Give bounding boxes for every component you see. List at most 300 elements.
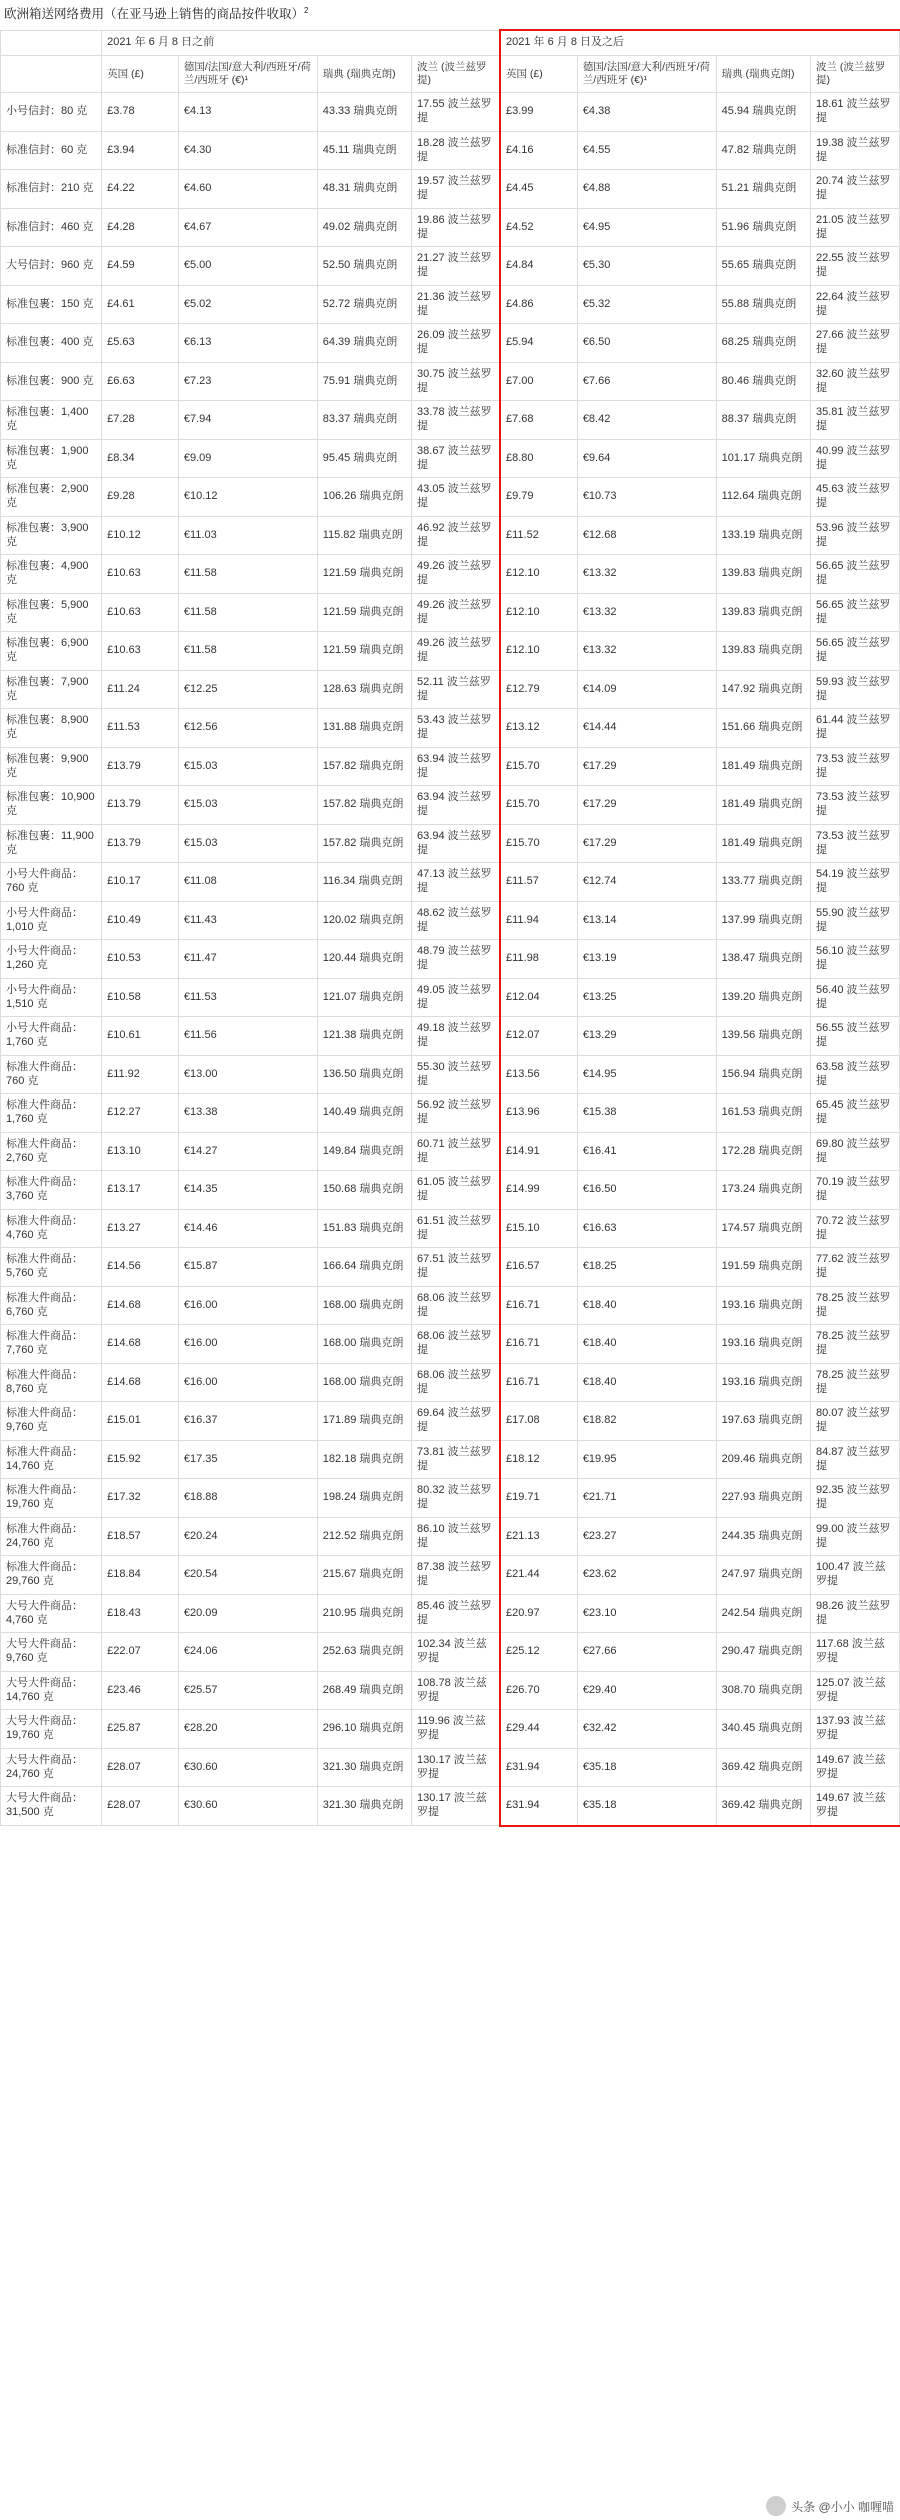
cell-before-eur: €11.58 (178, 555, 317, 594)
cell-after-eur: €13.14 (577, 901, 716, 940)
cell-before-sek: 166.64 瑞典克朗 (317, 1248, 411, 1287)
row-label: 小号大件商品：1,010 克 (1, 901, 102, 940)
cell-after-sek: 55.88 瑞典克朗 (716, 285, 810, 324)
cell-before-sek: 136.50 瑞典克朗 (317, 1055, 411, 1094)
cell-after-eur: €4.38 (577, 93, 716, 132)
cell-before-eur: €4.30 (178, 131, 317, 170)
cell-after-sek: 139.83 瑞典克朗 (716, 593, 810, 632)
cell-after-uk: £12.04 (501, 978, 578, 1017)
cell-before-eur: €6.13 (178, 324, 317, 363)
cell-after-sek: 181.49 瑞典克朗 (716, 786, 810, 825)
cell-before-pln: 119.96 波兰兹罗提 (412, 1710, 501, 1749)
cell-after-pln: 56.65 波兰兹罗提 (810, 632, 899, 671)
cell-after-uk: £16.71 (501, 1325, 578, 1364)
cell-after-eur: €16.50 (577, 1171, 716, 1210)
cell-after-uk: £20.97 (501, 1594, 578, 1633)
cell-after-pln: 56.65 波兰兹罗提 (810, 593, 899, 632)
cell-before-pln: 53.43 波兰兹罗提 (412, 709, 501, 748)
cell-after-uk: £21.44 (501, 1556, 578, 1595)
cell-before-eur: €16.37 (178, 1402, 317, 1441)
cell-after-eur: €5.32 (577, 285, 716, 324)
cell-before-pln: 30.75 波兰兹罗提 (412, 362, 501, 401)
table-row (1, 593, 900, 632)
cell-before-sek: 140.49 瑞典克朗 (317, 1094, 411, 1133)
cell-before-uk: £14.68 (102, 1363, 179, 1402)
cell-before-sek: 120.44 瑞典克朗 (317, 940, 411, 979)
cell-after-eur: €16.41 (577, 1132, 716, 1171)
row-label: 大号大件商品：24,760 克 (1, 1748, 102, 1787)
cell-before-uk: £14.68 (102, 1286, 179, 1325)
row-label: 大号大件商品：9,760 克 (1, 1633, 102, 1672)
cell-before-sek: 296.10 瑞典克朗 (317, 1710, 411, 1749)
cell-before-uk: £17.32 (102, 1479, 179, 1518)
row-label: 标准包裹：3,900 克 (1, 516, 102, 555)
cell-before-pln: 49.18 波兰兹罗提 (412, 1017, 501, 1056)
cell-after-pln: 78.25 波兰兹罗提 (810, 1325, 899, 1364)
cell-before-uk: £11.92 (102, 1055, 179, 1094)
cell-before-sek: 121.07 瑞典克朗 (317, 978, 411, 1017)
cell-before-eur: €14.46 (178, 1209, 317, 1248)
cell-before-sek: 121.38 瑞典克朗 (317, 1017, 411, 1056)
row-label: 大号信封：960 克 (1, 247, 102, 286)
cell-after-pln: 100.47 波兰兹罗提 (810, 1556, 899, 1595)
table-row (1, 1748, 900, 1787)
watermark-text: 头条 @小小 咖喱喵 (791, 2499, 894, 2514)
cell-before-uk: £28.07 (102, 1748, 179, 1787)
cell-before-pln: 68.06 波兰兹罗提 (412, 1363, 501, 1402)
cell-before-pln: 108.78 波兰兹罗提 (412, 1671, 501, 1710)
cell-after-pln: 69.80 波兰兹罗提 (810, 1132, 899, 1171)
table-row (1, 1171, 900, 1210)
table-row (1, 940, 900, 979)
cell-after-uk: £13.96 (501, 1094, 578, 1133)
cell-after-uk: £19.71 (501, 1479, 578, 1518)
cell-before-sek: 120.02 瑞典克朗 (317, 901, 411, 940)
cell-before-uk: £23.46 (102, 1671, 179, 1710)
table-row (1, 1787, 900, 1826)
cell-before-eur: €4.67 (178, 208, 317, 247)
cell-after-pln: 70.19 波兰兹罗提 (810, 1171, 899, 1210)
cell-after-eur: €13.25 (577, 978, 716, 1017)
cell-after-pln: 61.44 波兰兹罗提 (810, 709, 899, 748)
header-after-pln: 波兰 (波兰兹罗提) (810, 56, 899, 93)
cell-after-pln: 56.65 波兰兹罗提 (810, 555, 899, 594)
cell-after-eur: €23.27 (577, 1517, 716, 1556)
cell-before-eur: €17.35 (178, 1440, 317, 1479)
table-row (1, 285, 900, 324)
cell-after-eur: €9.64 (577, 439, 716, 478)
cell-after-pln: 56.40 波兰兹罗提 (810, 978, 899, 1017)
cell-after-uk: £14.91 (501, 1132, 578, 1171)
cell-after-sek: 55.65 瑞典克朗 (716, 247, 810, 286)
cell-after-sek: 151.66 瑞典克朗 (716, 709, 810, 748)
cell-before-sek: 95.45 瑞典克朗 (317, 439, 411, 478)
table-row (1, 1132, 900, 1171)
row-label: 标准包裹：6,900 克 (1, 632, 102, 671)
cell-after-uk: £4.16 (501, 131, 578, 170)
cell-after-eur: €10.73 (577, 478, 716, 517)
table-row (1, 978, 900, 1017)
cell-before-eur: €11.56 (178, 1017, 317, 1056)
cell-after-sek: 227.93 瑞典克朗 (716, 1479, 810, 1518)
cell-before-pln: 68.06 波兰兹罗提 (412, 1286, 501, 1325)
cell-before-uk: £3.94 (102, 131, 179, 170)
cell-after-eur: €13.32 (577, 593, 716, 632)
cell-after-uk: £16.71 (501, 1363, 578, 1402)
cell-before-pln: 85.46 波兰兹罗提 (412, 1594, 501, 1633)
cell-after-sek: 137.99 瑞典克朗 (716, 901, 810, 940)
row-label: 标准大件商品：14,760 克 (1, 1440, 102, 1479)
cell-after-eur: €13.32 (577, 555, 716, 594)
cell-before-pln: 21.27 波兰兹罗提 (412, 247, 501, 286)
cell-after-sek: 112.64 瑞典克朗 (716, 478, 810, 517)
header-after-eur: 德国/法国/意大利/西班牙/荷兰/西班牙 (€)¹ (577, 56, 716, 93)
cell-after-sek: 47.82 瑞典克朗 (716, 131, 810, 170)
cell-before-eur: €11.53 (178, 978, 317, 1017)
row-label: 大号大件商品：4,760 克 (1, 1594, 102, 1633)
cell-after-sek: 173.24 瑞典克朗 (716, 1171, 810, 1210)
cell-before-sek: 131.88 瑞典克朗 (317, 709, 411, 748)
cell-after-sek: 101.17 瑞典克朗 (716, 439, 810, 478)
cell-after-uk: £14.99 (501, 1171, 578, 1210)
cell-before-eur: €20.09 (178, 1594, 317, 1633)
cell-before-sek: 157.82 瑞典克朗 (317, 747, 411, 786)
table-row (1, 786, 900, 825)
cell-before-pln: 43.05 波兰兹罗提 (412, 478, 501, 517)
table-row (1, 170, 900, 209)
cell-after-eur: €13.32 (577, 632, 716, 671)
cell-after-eur: €23.10 (577, 1594, 716, 1633)
cell-after-uk: £11.94 (501, 901, 578, 940)
row-label: 小号信封：80 克 (1, 93, 102, 132)
cell-before-pln: 63.94 波兰兹罗提 (412, 824, 501, 863)
cell-after-uk: £12.79 (501, 670, 578, 709)
avatar (766, 2496, 786, 2516)
page-title-footnote-marker: 2 (304, 6, 309, 15)
cell-before-sek: 45.11 瑞典克朗 (317, 131, 411, 170)
cell-before-pln: 56.92 波兰兹罗提 (412, 1094, 501, 1133)
row-label: 标准信封：210 克 (1, 170, 102, 209)
table-row (1, 863, 900, 902)
cell-after-sek: 193.16 瑞典克朗 (716, 1363, 810, 1402)
cell-before-eur: €24.06 (178, 1633, 317, 1672)
cell-after-uk: £4.45 (501, 170, 578, 209)
cell-before-uk: £22.07 (102, 1633, 179, 1672)
cell-after-uk: £15.70 (501, 786, 578, 825)
table-row (1, 1325, 900, 1364)
cell-before-uk: £10.49 (102, 901, 179, 940)
cell-before-pln: 19.57 波兰兹罗提 (412, 170, 501, 209)
cell-after-eur: €27.66 (577, 1633, 716, 1672)
cell-before-uk: £15.01 (102, 1402, 179, 1441)
cell-after-pln: 73.53 波兰兹罗提 (810, 824, 899, 863)
table-row (1, 208, 900, 247)
cell-after-pln: 63.58 波兰兹罗提 (810, 1055, 899, 1094)
cell-after-uk: £9.79 (501, 478, 578, 517)
cell-after-pln: 73.53 波兰兹罗提 (810, 747, 899, 786)
cell-after-eur: €35.18 (577, 1787, 716, 1826)
cell-before-eur: €5.02 (178, 285, 317, 324)
cell-before-pln: 17.55 波兰兹罗提 (412, 93, 501, 132)
cell-before-uk: £5.63 (102, 324, 179, 363)
cell-after-uk: £21.13 (501, 1517, 578, 1556)
table-row (1, 824, 900, 863)
cell-before-pln: 49.26 波兰兹罗提 (412, 593, 501, 632)
cell-before-pln: 49.26 波兰兹罗提 (412, 555, 501, 594)
table-row (1, 1517, 900, 1556)
cell-before-eur: €15.03 (178, 786, 317, 825)
table-row (1, 1479, 900, 1518)
cell-after-eur: €17.29 (577, 747, 716, 786)
cell-before-pln: 86.10 波兰兹罗提 (412, 1517, 501, 1556)
cell-after-eur: €15.38 (577, 1094, 716, 1133)
header-period-after: 2021 年 6 月 8 日及之后 (501, 31, 900, 56)
cell-after-uk: £15.70 (501, 824, 578, 863)
cell-after-sek: 369.42 瑞典克朗 (716, 1787, 810, 1826)
table-row (1, 247, 900, 286)
cell-before-eur: €20.24 (178, 1517, 317, 1556)
cell-after-uk: £29.44 (501, 1710, 578, 1749)
cell-before-pln: 63.94 波兰兹罗提 (412, 786, 501, 825)
cell-after-pln: 45.63 波兰兹罗提 (810, 478, 899, 517)
row-label: 标准包裹：2,900 克 (1, 478, 102, 517)
cell-after-pln: 70.72 波兰兹罗提 (810, 1209, 899, 1248)
cell-after-pln: 117.68 波兰兹罗提 (810, 1633, 899, 1672)
cell-before-eur: €11.47 (178, 940, 317, 979)
table-row (1, 1671, 900, 1710)
cell-before-sek: 115.82 瑞典克朗 (317, 516, 411, 555)
cell-before-uk: £10.61 (102, 1017, 179, 1056)
cell-after-pln: 78.25 波兰兹罗提 (810, 1363, 899, 1402)
cell-before-pln: 55.30 波兰兹罗提 (412, 1055, 501, 1094)
cell-before-sek: 321.30 瑞典克朗 (317, 1748, 411, 1787)
cell-after-uk: £12.10 (501, 593, 578, 632)
cell-after-uk: £8.80 (501, 439, 578, 478)
cell-before-sek: 83.37 瑞典克朗 (317, 401, 411, 440)
row-label: 小号大件商品：1,510 克 (1, 978, 102, 1017)
cell-before-eur: €13.38 (178, 1094, 317, 1133)
row-label: 标准大件商品：3,760 克 (1, 1171, 102, 1210)
cell-after-eur: €21.71 (577, 1479, 716, 1518)
cell-after-pln: 149.67 波兰兹罗提 (810, 1748, 899, 1787)
cell-before-pln: 80.32 波兰兹罗提 (412, 1479, 501, 1518)
cell-after-uk: £12.10 (501, 632, 578, 671)
cell-after-pln: 149.67 波兰兹罗提 (810, 1787, 899, 1826)
cell-before-uk: £10.58 (102, 978, 179, 1017)
cell-after-pln: 77.62 波兰兹罗提 (810, 1248, 899, 1287)
cell-before-uk: £6.63 (102, 362, 179, 401)
cell-before-uk: £4.59 (102, 247, 179, 286)
table-row (1, 1055, 900, 1094)
cell-before-sek: 75.91 瑞典克朗 (317, 362, 411, 401)
cell-before-uk: £4.61 (102, 285, 179, 324)
cell-after-eur: €18.40 (577, 1325, 716, 1364)
cell-before-uk: £14.68 (102, 1325, 179, 1364)
cell-before-eur: €15.03 (178, 824, 317, 863)
cell-before-uk: £10.17 (102, 863, 179, 902)
cell-after-sek: 80.46 瑞典克朗 (716, 362, 810, 401)
cell-after-uk: £31.94 (501, 1787, 578, 1826)
cell-before-pln: 130.17 波兰兹罗提 (412, 1787, 501, 1826)
cell-before-eur: €4.60 (178, 170, 317, 209)
cell-after-uk: £5.94 (501, 324, 578, 363)
cell-before-sek: 215.67 瑞典克朗 (317, 1556, 411, 1595)
table-header-period-row (1, 31, 900, 56)
cell-before-uk: £13.79 (102, 824, 179, 863)
cell-before-pln: 21.36 波兰兹罗提 (412, 285, 501, 324)
cell-before-uk: £8.34 (102, 439, 179, 478)
row-label: 标准包裹：5,900 克 (1, 593, 102, 632)
cell-after-eur: €23.62 (577, 1556, 716, 1595)
cell-after-eur: €19.95 (577, 1440, 716, 1479)
cell-before-pln: 26.09 波兰兹罗提 (412, 324, 501, 363)
cell-before-sek: 151.83 瑞典克朗 (317, 1209, 411, 1248)
row-label: 标准大件商品：8,760 克 (1, 1363, 102, 1402)
cell-after-eur: €6.50 (577, 324, 716, 363)
cell-after-uk: £4.84 (501, 247, 578, 286)
row-label: 小号大件商品：760 克 (1, 863, 102, 902)
cell-before-sek: 43.33 瑞典克朗 (317, 93, 411, 132)
table-row (1, 555, 900, 594)
cell-after-sek: 242.54 瑞典克朗 (716, 1594, 810, 1633)
cell-before-sek: 121.59 瑞典克朗 (317, 593, 411, 632)
cell-before-eur: €11.08 (178, 863, 317, 902)
cell-before-pln: 49.26 波兰兹罗提 (412, 632, 501, 671)
cell-after-eur: €14.44 (577, 709, 716, 748)
table-row (1, 1556, 900, 1595)
cell-before-pln: 63.94 波兰兹罗提 (412, 747, 501, 786)
cell-before-eur: €15.03 (178, 747, 317, 786)
watermark (766, 2496, 894, 2516)
cell-after-eur: €12.74 (577, 863, 716, 902)
cell-after-uk: £7.00 (501, 362, 578, 401)
row-label: 标准大件商品：1,760 克 (1, 1094, 102, 1133)
row-label: 标准包裹：400 克 (1, 324, 102, 363)
cell-after-uk: £4.86 (501, 285, 578, 324)
cell-before-sek: 157.82 瑞典克朗 (317, 786, 411, 825)
cell-after-sek: 147.92 瑞典克朗 (716, 670, 810, 709)
table-body (1, 93, 900, 1826)
row-label: 标准包裹：150 克 (1, 285, 102, 324)
cell-after-pln: 35.81 波兰兹罗提 (810, 401, 899, 440)
cell-before-eur: €20.54 (178, 1556, 317, 1595)
cell-before-eur: €30.60 (178, 1748, 317, 1787)
cell-after-sek: 139.83 瑞典克朗 (716, 555, 810, 594)
cell-before-sek: 121.59 瑞典克朗 (317, 555, 411, 594)
cell-before-eur: €16.00 (178, 1286, 317, 1325)
row-label: 标准信封：60 克 (1, 131, 102, 170)
cell-before-sek: 157.82 瑞典克朗 (317, 824, 411, 863)
row-label: 标准大件商品：24,760 克 (1, 1517, 102, 1556)
row-label: 标准信封：460 克 (1, 208, 102, 247)
cell-before-uk: £13.79 (102, 786, 179, 825)
row-label: 大号大件商品：31,500 克 (1, 1787, 102, 1826)
cell-after-uk: £11.52 (501, 516, 578, 555)
cell-after-pln: 20.74 波兰兹罗提 (810, 170, 899, 209)
table-row (1, 478, 900, 517)
cell-before-uk: £13.79 (102, 747, 179, 786)
cell-before-sek: 212.52 瑞典克朗 (317, 1517, 411, 1556)
cell-after-eur: €14.95 (577, 1055, 716, 1094)
cell-after-pln: 40.99 波兰兹罗提 (810, 439, 899, 478)
cell-before-eur: €16.00 (178, 1325, 317, 1364)
row-label: 标准大件商品：29,760 克 (1, 1556, 102, 1595)
cell-after-eur: €32.42 (577, 1710, 716, 1749)
cell-after-pln: 27.66 波兰兹罗提 (810, 324, 899, 363)
cell-after-pln: 98.26 波兰兹罗提 (810, 1594, 899, 1633)
cell-before-uk: £15.92 (102, 1440, 179, 1479)
cell-before-sek: 252.63 瑞典克朗 (317, 1633, 411, 1672)
header-rowlabel-cell (1, 56, 102, 93)
cell-before-pln: 73.81 波兰兹罗提 (412, 1440, 501, 1479)
cell-before-eur: €11.58 (178, 632, 317, 671)
cell-after-sek: 51.96 瑞典克朗 (716, 208, 810, 247)
cell-before-pln: 46.92 波兰兹罗提 (412, 516, 501, 555)
cell-before-eur: €12.56 (178, 709, 317, 748)
cell-after-eur: €17.29 (577, 824, 716, 863)
cell-before-pln: 33.78 波兰兹罗提 (412, 401, 501, 440)
row-label: 标准包裹：7,900 克 (1, 670, 102, 709)
row-label: 标准包裹：1,900 克 (1, 439, 102, 478)
cell-before-sek: 121.59 瑞典克朗 (317, 632, 411, 671)
table-row (1, 1440, 900, 1479)
table-row (1, 1017, 900, 1056)
cell-after-uk: £13.56 (501, 1055, 578, 1094)
header-corner-cell (1, 31, 102, 56)
cell-after-eur: €18.40 (577, 1363, 716, 1402)
page-title-text: 欧洲箱送网络费用（在亚马逊上销售的商品按件收取） (4, 7, 305, 22)
cell-after-uk: £16.71 (501, 1286, 578, 1325)
cell-after-pln: 84.87 波兰兹罗提 (810, 1440, 899, 1479)
cell-after-sek: 172.28 瑞典克朗 (716, 1132, 810, 1171)
row-label: 标准包裹：9,900 克 (1, 747, 102, 786)
cell-after-pln: 18.61 波兰兹罗提 (810, 93, 899, 132)
cell-before-pln: 52.11 波兰兹罗提 (412, 670, 501, 709)
cell-before-pln: 130.17 波兰兹罗提 (412, 1748, 501, 1787)
row-label: 标准大件商品：4,760 克 (1, 1209, 102, 1248)
cell-after-sek: 209.46 瑞典克朗 (716, 1440, 810, 1479)
cell-before-eur: €25.57 (178, 1671, 317, 1710)
cell-before-pln: 61.05 波兰兹罗提 (412, 1171, 501, 1210)
cell-after-eur: €17.29 (577, 786, 716, 825)
cell-before-eur: €14.27 (178, 1132, 317, 1171)
cell-before-eur: €13.00 (178, 1055, 317, 1094)
cell-after-uk: £11.98 (501, 940, 578, 979)
cell-before-uk: £10.63 (102, 632, 179, 671)
cell-before-eur: €28.20 (178, 1710, 317, 1749)
row-label: 标准包裹：8,900 克 (1, 709, 102, 748)
cell-after-uk: £7.68 (501, 401, 578, 440)
cell-after-sek: 181.49 瑞典克朗 (716, 747, 810, 786)
table-row (1, 670, 900, 709)
cell-after-uk: £18.12 (501, 1440, 578, 1479)
cell-after-uk: £4.52 (501, 208, 578, 247)
cell-after-sek: 68.25 瑞典克朗 (716, 324, 810, 363)
row-label: 标准包裹：10,900 克 (1, 786, 102, 825)
row-label: 标准大件商品：9,760 克 (1, 1402, 102, 1441)
table-row (1, 1286, 900, 1325)
cell-after-pln: 125.07 波兰兹罗提 (810, 1671, 899, 1710)
cell-before-pln: 48.79 波兰兹罗提 (412, 940, 501, 979)
cell-after-eur: €18.82 (577, 1402, 716, 1441)
row-label: 标准包裹：4,900 克 (1, 555, 102, 594)
cell-after-sek: 244.35 瑞典克朗 (716, 1517, 810, 1556)
cell-after-sek: 191.59 瑞典克朗 (716, 1248, 810, 1287)
cell-before-pln: 68.06 波兰兹罗提 (412, 1325, 501, 1364)
cell-before-sek: 149.84 瑞典克朗 (317, 1132, 411, 1171)
table-row (1, 324, 900, 363)
cell-before-sek: 64.39 瑞典克朗 (317, 324, 411, 363)
